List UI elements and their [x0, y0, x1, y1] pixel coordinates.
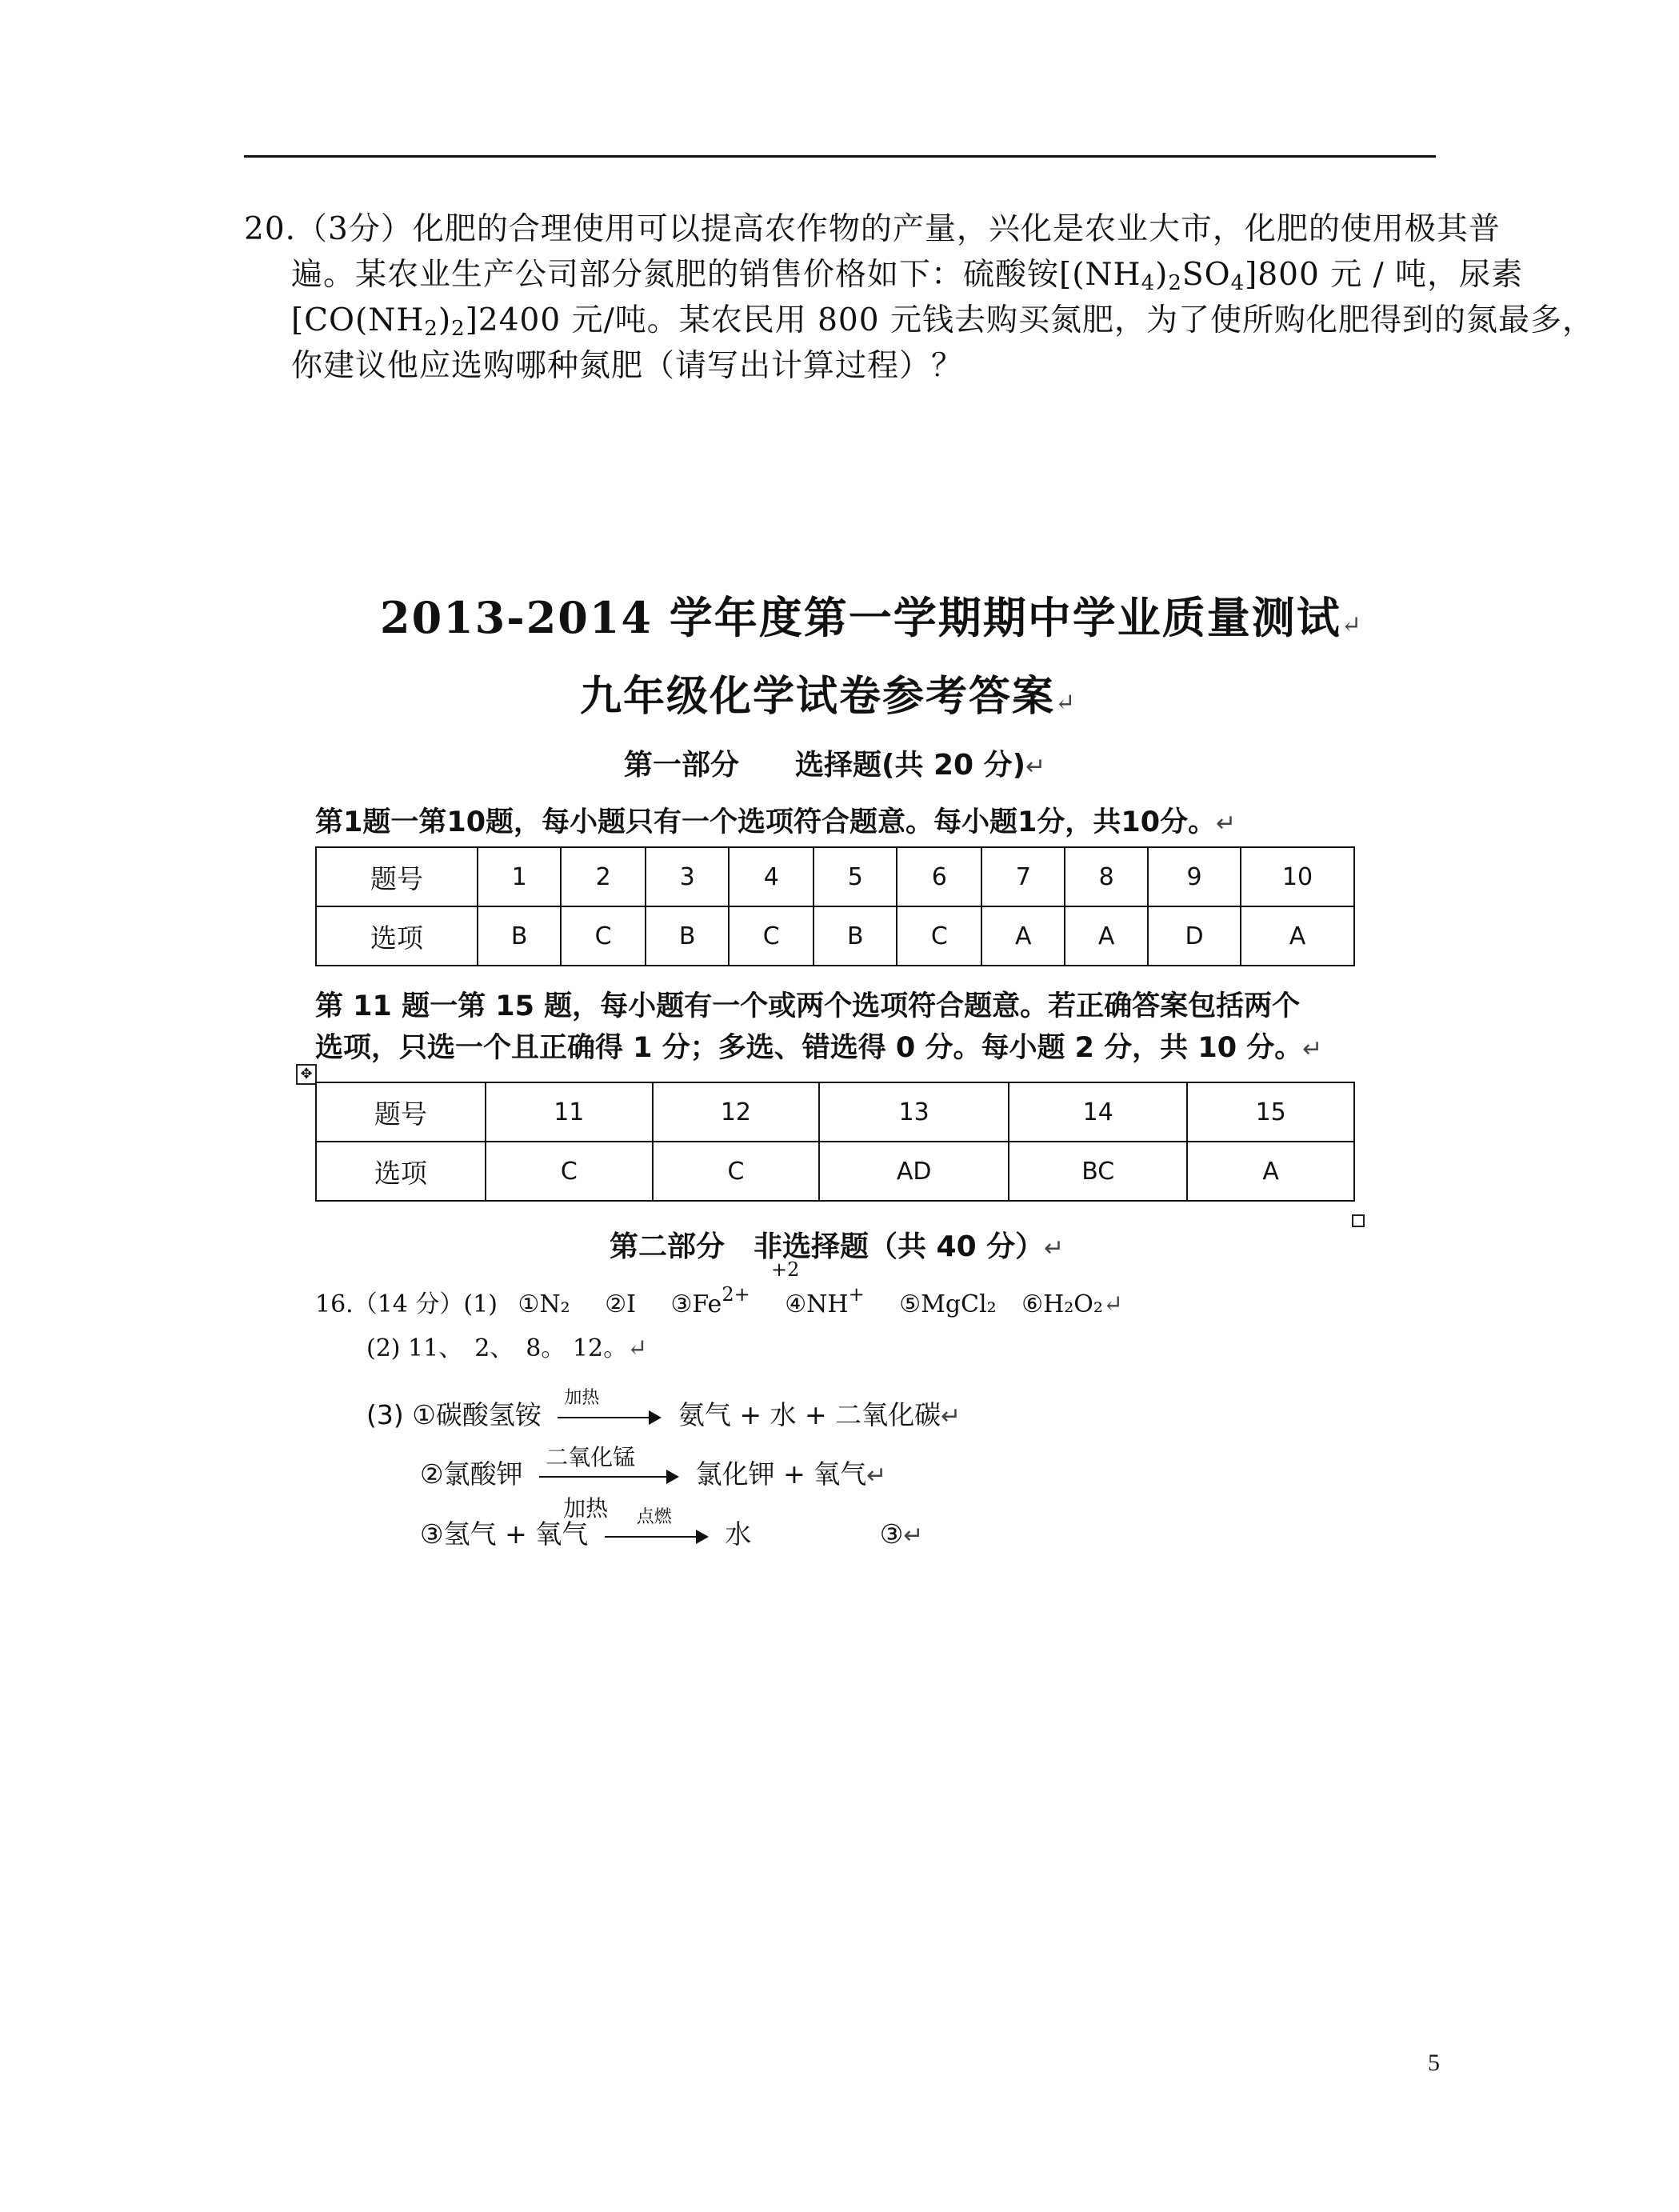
reaction-1: (3) ①碳酸氢铵 加热 氨气 + 水 + 二氧化碳↵ — [366, 1387, 961, 1430]
table-cell: C — [486, 1142, 653, 1201]
table-header-cell: 题号 — [316, 1082, 486, 1142]
table-cell: 11 — [486, 1082, 653, 1142]
table-cell: BC — [1009, 1142, 1187, 1201]
table-cell: 9 — [1148, 847, 1241, 906]
table-cell: 14 — [1009, 1082, 1187, 1142]
table-cell: B — [646, 906, 729, 966]
question-20 — [244, 206, 1594, 389]
note-2-line-1: 第 11 题一第 15 题，每小题有一个或两个选项符合题意。若正确答案包括两个 — [315, 990, 1301, 1022]
table-cell: 6 — [897, 847, 981, 906]
note-2 — [315, 986, 1322, 1070]
table-cell: 3 — [646, 847, 729, 906]
table-resize-handle[interactable] — [1352, 1214, 1365, 1227]
table-cell: 1 — [478, 847, 561, 906]
table-cell: A — [1065, 906, 1148, 966]
q20-line-4: 你建议他应选购哪种氮肥（请写出计算过程）？ — [291, 348, 964, 384]
table-move-handle-icon[interactable]: ✥ — [296, 1064, 317, 1085]
table-cell: 4 — [729, 847, 814, 906]
table-cell: 2 — [561, 847, 646, 906]
reaction-arrow: 二氧化锰 加热 — [539, 1464, 679, 1488]
reaction-arrow: 加热 — [558, 1405, 662, 1429]
table-row — [316, 906, 1354, 966]
table-cell: C — [561, 906, 646, 966]
table-cell: A — [981, 906, 1065, 966]
note-2-line-2: 选项，只选一个且正确得 1 分；多选、错选得 0 分。每小题 2 分，共 10 分。↵ — [315, 1032, 1323, 1064]
table-cell: C — [729, 906, 814, 966]
reaction-2: ②氯酸钾 二氧化锰 加热 氯化钾 + 氧气↵ — [420, 1443, 887, 1522]
table-cell: B — [814, 906, 897, 966]
table-header-cell: 题号 — [316, 847, 478, 906]
page-number: 5 — [1428, 2050, 1440, 2076]
q20-line-1: 20.（3分）化肥的合理使用可以提高农作物的产量，兴化是农业大市，化肥的使用极其普 — [244, 211, 1501, 247]
answer-title-2: 九年级化学试卷参考答案↵ — [580, 672, 1077, 721]
table-cell: AD — [819, 1142, 1009, 1201]
table-cell: D — [1148, 906, 1241, 966]
answer-title-1: 2013-2014 学年度第一学期期中学业质量测试↵ — [380, 592, 1363, 643]
table-cell: 5 — [814, 847, 897, 906]
answer-16-part1: +2 16.（14 分）(1) ①N₂ ②I $③Fe^{2+}$ ④NH+ ⑤MgCl₂ ⑥H₂O₂↵ — [315, 1258, 1124, 1318]
q20-line-2: 遍。某农业生产公司部分氮肥的销售价格如下：硫酸铵$[(NH_4)_2SO_4]800$ 元 / 吨，尿素 — [291, 257, 1524, 295]
table-row — [316, 847, 1354, 906]
table-row — [316, 1082, 1354, 1142]
answer-key-scan — [300, 560, 1376, 1560]
table-cell: 15 — [1187, 1082, 1354, 1142]
reaction-arrow: 点燃 — [605, 1524, 709, 1548]
table-cell: 7 — [981, 847, 1065, 906]
header-rule — [244, 155, 1436, 158]
table-cell: A — [1241, 906, 1354, 966]
answer-table-2 — [315, 1082, 1355, 1202]
table-cell: 13 — [819, 1082, 1009, 1142]
part1-heading: 第一部分 选择题(共 20 分)↵ — [624, 749, 1046, 782]
oxidation-mark: +2 — [771, 1258, 800, 1281]
answer-table-1 — [315, 846, 1355, 966]
part2-heading: 第二部分 非选择题（共 40 分）↵ — [610, 1230, 1065, 1263]
table-header-cell: 选项 — [316, 906, 478, 966]
table-cell: A — [1187, 1142, 1354, 1201]
reaction-3: ③氢气 + 氧气 点燃 水 ③↵ — [420, 1506, 924, 1550]
answer-16-part2: (2) 11、 2、 8。 12。↵ — [366, 1334, 648, 1362]
table-cell: C — [653, 1142, 820, 1201]
table-cell: 10 — [1241, 847, 1354, 906]
table-cell: B — [478, 906, 561, 966]
table-cell: C — [897, 906, 981, 966]
table-cell: 12 — [653, 1082, 820, 1142]
note-1: 第1题一第10题，每小题只有一个选项符合题意。每小题1分，共10分。↵ — [315, 806, 1237, 838]
table-cell: 8 — [1065, 847, 1148, 906]
q20-line-3: $[CO(NH_2)_2]2400$ 元/吨。某农民用 800 元钱去购买氮肥，为了使所购化肥得到的氮最多， — [291, 302, 1594, 341]
table-row — [316, 1142, 1354, 1201]
table-header-cell: 选项 — [316, 1142, 486, 1201]
